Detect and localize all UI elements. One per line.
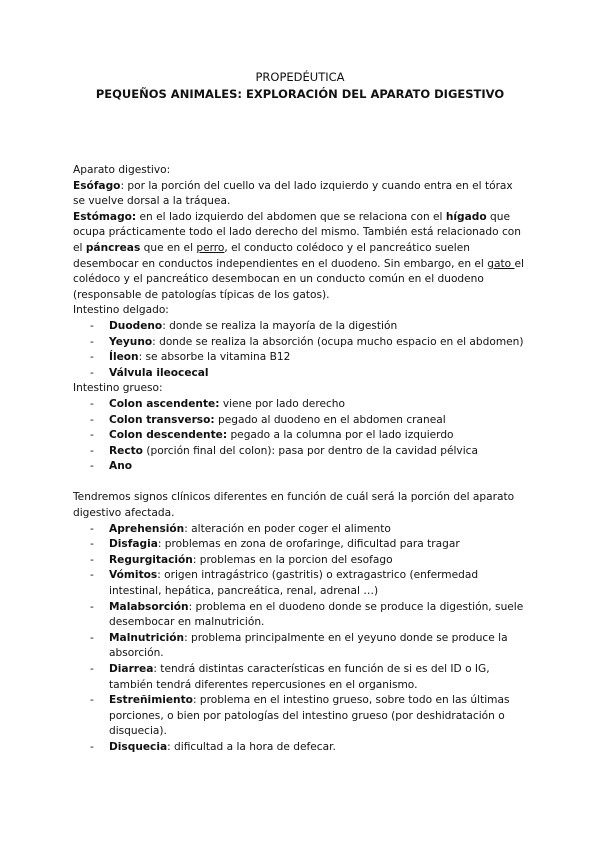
paragraph-estomago bbox=[73, 210, 528, 304]
list-item bbox=[73, 397, 528, 413]
list-term: Disquecia bbox=[109, 740, 168, 753]
list-grueso bbox=[73, 397, 528, 475]
list-item bbox=[73, 319, 528, 335]
list-term: Íleon bbox=[109, 351, 139, 364]
list-term: Estreñimiento bbox=[109, 694, 193, 707]
term-gato: gato bbox=[487, 257, 515, 270]
list-item bbox=[73, 631, 528, 662]
paragraph-signos: Tendremos signos clínicos diferentes en función de cuál será la porción del aparato digestivo afectada. bbox=[73, 491, 515, 520]
term-higado: hígado bbox=[445, 210, 487, 223]
term-perro: perro bbox=[196, 241, 225, 254]
list-term: Yeyuno bbox=[109, 335, 153, 348]
list-text: : tendrá distintas características en función de si es del ID o IG, también tendrá diferentes repercusiones en el organismo. bbox=[109, 663, 490, 691]
list-term: Diarrea bbox=[109, 663, 154, 675]
list-text: pegado al duodeno en el abdomen craneal bbox=[214, 413, 446, 426]
estomago-text-5: el colédoco y el pancreático desembocan en un conducto común en el duodeno (responsable de patologías típicas de los gatos). bbox=[73, 257, 524, 301]
list-term: Regurgitación bbox=[109, 553, 193, 566]
list-item bbox=[73, 537, 528, 553]
list-item bbox=[73, 553, 528, 569]
document-body bbox=[73, 163, 528, 756]
list-item bbox=[73, 600, 528, 631]
list-term: Malnutrición bbox=[109, 631, 185, 644]
list-text: : problema en el duodeno donde se produce la digestión, suele desembocar en malnutrición. bbox=[109, 600, 524, 629]
list-term: Disfagia bbox=[109, 538, 158, 551]
list-term: Colon descendente: bbox=[109, 429, 228, 442]
list-term: Ano bbox=[109, 460, 133, 473]
list-term: Malabsorción bbox=[109, 600, 189, 613]
term-pancreas: páncreas bbox=[85, 241, 141, 254]
spacer bbox=[73, 475, 528, 491]
term-estomago: Estómago: bbox=[73, 210, 137, 223]
list-item bbox=[73, 662, 528, 693]
estomago-text-4: , el conducto colédoco y el pancreático suelen desembocar en conductos independientes en el duodeno. Sin embargo, en el bbox=[73, 241, 488, 270]
section-heading-delgado: Intestino delgado: bbox=[73, 304, 169, 317]
list-item bbox=[73, 522, 528, 538]
list-text: pegado a la columna por el lado izquierdo bbox=[227, 429, 454, 442]
list-term: Válvula ileocecal bbox=[109, 366, 209, 379]
paragraph-esofago bbox=[73, 179, 528, 210]
list-term: Vómitos bbox=[109, 569, 158, 582]
list-text: : problema principalmente en el yeyuno donde se produce la absorción. bbox=[109, 631, 508, 660]
list-text: (porción final del colon): pasa por dentro de la cavidad pélvica bbox=[142, 444, 478, 457]
list-text: : se absorbe la vitamina B12 bbox=[138, 351, 291, 364]
list-item bbox=[73, 444, 528, 460]
list-text: : donde se realiza la absorción (ocupa mucho espacio en el abdomen) bbox=[152, 335, 524, 348]
list-text: : donde se realiza la mayoría de la digestión bbox=[162, 319, 398, 332]
list-term: Aprehensión bbox=[109, 522, 185, 535]
list-item bbox=[73, 366, 528, 382]
list-item bbox=[73, 335, 528, 351]
list-text: : problema en el intestino grueso, sobre todo en las últimas porciones, o bien por patologías del intestino grueso (por deshidratación o disquecia). bbox=[109, 694, 510, 738]
list-text: : origen intragástrico (gastritis) o extragastrico (enfermedad intestinal, hepática, pancreática, renal, adrenal …) bbox=[109, 569, 479, 598]
list-text: : problemas en zona de orofaringe, dificultad para tragar bbox=[157, 538, 460, 551]
section-heading-aparato: Aparato digestivo: bbox=[73, 164, 171, 176]
list-text: : dificultad a la hora de defecar. bbox=[167, 740, 336, 753]
list-item bbox=[73, 568, 528, 599]
esofago-text: : por la porción del cuello va del lado izquierdo y cuando entra en el tórax se vuelve dorsal a la tráquea. bbox=[73, 179, 513, 208]
list-item bbox=[73, 428, 528, 444]
list-item bbox=[73, 413, 528, 429]
section-heading-grueso: Intestino grueso: bbox=[73, 382, 163, 395]
page-title: PEQUEÑOS ANIMALES: EXPLORACIÓN DEL APARATO DIGESTIVO bbox=[95, 87, 505, 101]
list-text: viene por lado derecho bbox=[219, 397, 345, 410]
list-item bbox=[73, 350, 528, 366]
list-item bbox=[73, 693, 528, 740]
course-label: PROPEDÉUTICA bbox=[255, 70, 345, 84]
list-item bbox=[73, 740, 528, 756]
list-text: : alteración en poder coger el alimento bbox=[184, 522, 391, 535]
list-text: : problemas en la porcion del esofago bbox=[192, 553, 393, 566]
list-term: Recto bbox=[109, 444, 143, 457]
list-term: Colon ascendente: bbox=[109, 397, 220, 410]
list-term: Colon transverso: bbox=[109, 413, 215, 426]
estomago-text-1: en el lado izquierdo del abdomen que se relaciona con el bbox=[136, 210, 446, 223]
estomago-text-3: que en el bbox=[140, 241, 197, 254]
list-term: Duodeno bbox=[109, 319, 163, 332]
list-delgado bbox=[73, 319, 528, 381]
term-esofago: Esófago bbox=[73, 179, 121, 192]
estomago-text-2: que ocupa prácticamente todo el lado derecho del mismo. También está relacionado con el bbox=[73, 210, 521, 254]
list-signos bbox=[73, 522, 528, 756]
list-item bbox=[73, 459, 528, 475]
